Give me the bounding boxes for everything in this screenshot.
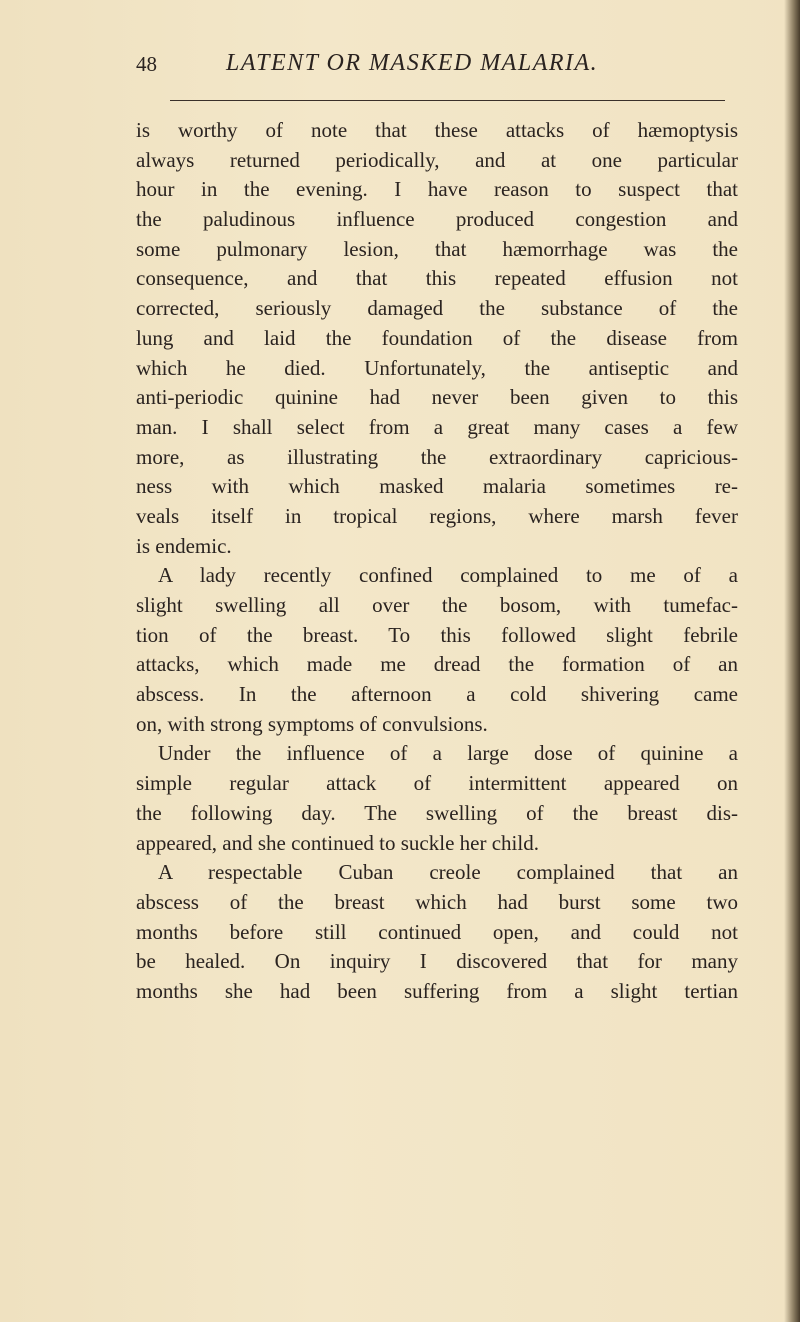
text-line: ness with which masked malaria sometimes re- (136, 474, 738, 499)
text-line: consequence, and that this repeated effusion not (136, 266, 738, 291)
text-line: months before still continued open, and could not (136, 919, 738, 944)
text-line: on, with strong symptoms of convulsions. (136, 711, 488, 736)
text-line: more, as illustrating the extraordinary capricious- (136, 444, 738, 469)
text-line: hour in the evening. I have reason to suspect that (136, 177, 738, 202)
text-line: anti-periodic quinine had never been given to this (136, 385, 738, 410)
text-line: always returned periodically, and at one particular (136, 147, 738, 172)
page-header (136, 50, 736, 84)
text-line: lung and laid the foundation of the disease from (136, 325, 738, 350)
text-line: tion of the breast. To this followed slight febrile (136, 622, 738, 647)
text-line: is endemic. (136, 533, 232, 558)
text-line: simple regular attack of intermittent appeared on (136, 771, 738, 796)
text-line: abscess. In the afternoon a cold shivering came (136, 682, 738, 707)
text-line: abscess of the breast which had burst some two (136, 889, 738, 914)
body-text (136, 116, 738, 1007)
text-line: attacks, which made me dread the formation of an (136, 652, 738, 677)
text-line: corrected, seriously damaged the substance of the (136, 296, 738, 321)
page-number: 48 (136, 52, 157, 76)
text-line: man. I shall select from a great many cases a few (136, 414, 738, 439)
text-line: A respectable Cuban creole complained that an (158, 860, 738, 885)
text-line: some pulmonary lesion, that hæmorrhage was the (136, 236, 738, 261)
text-line: veals itself in tropical regions, where marsh fever (136, 503, 738, 528)
text-line: A lady recently confined complained to me of a (158, 563, 738, 588)
text-line: Under the influence of a large dose of quinine a (158, 741, 738, 766)
text-line: which he died. Unfortunately, the antiseptic and (136, 355, 738, 380)
text-line: slight swelling all over the bosom, with tumefac- (136, 593, 738, 617)
text-line: is worthy of note that these attacks of hæmoptysis (136, 118, 738, 142)
text-line: appeared, and she continued to suckle her child. (136, 830, 539, 855)
text-line: be healed. On inquiry I discovered that for many (136, 949, 738, 974)
text-line: months she had been suffering from a slight tertian (136, 978, 738, 1003)
text-line: the following day. The swelling of the breast dis- (136, 800, 738, 825)
page-edge-shadow (784, 0, 800, 1322)
header-rule (170, 100, 725, 101)
text-line: the paludinous influence produced congestion and (136, 207, 738, 232)
running-title: LATENT OR MASKED MALARIA. (226, 50, 599, 76)
